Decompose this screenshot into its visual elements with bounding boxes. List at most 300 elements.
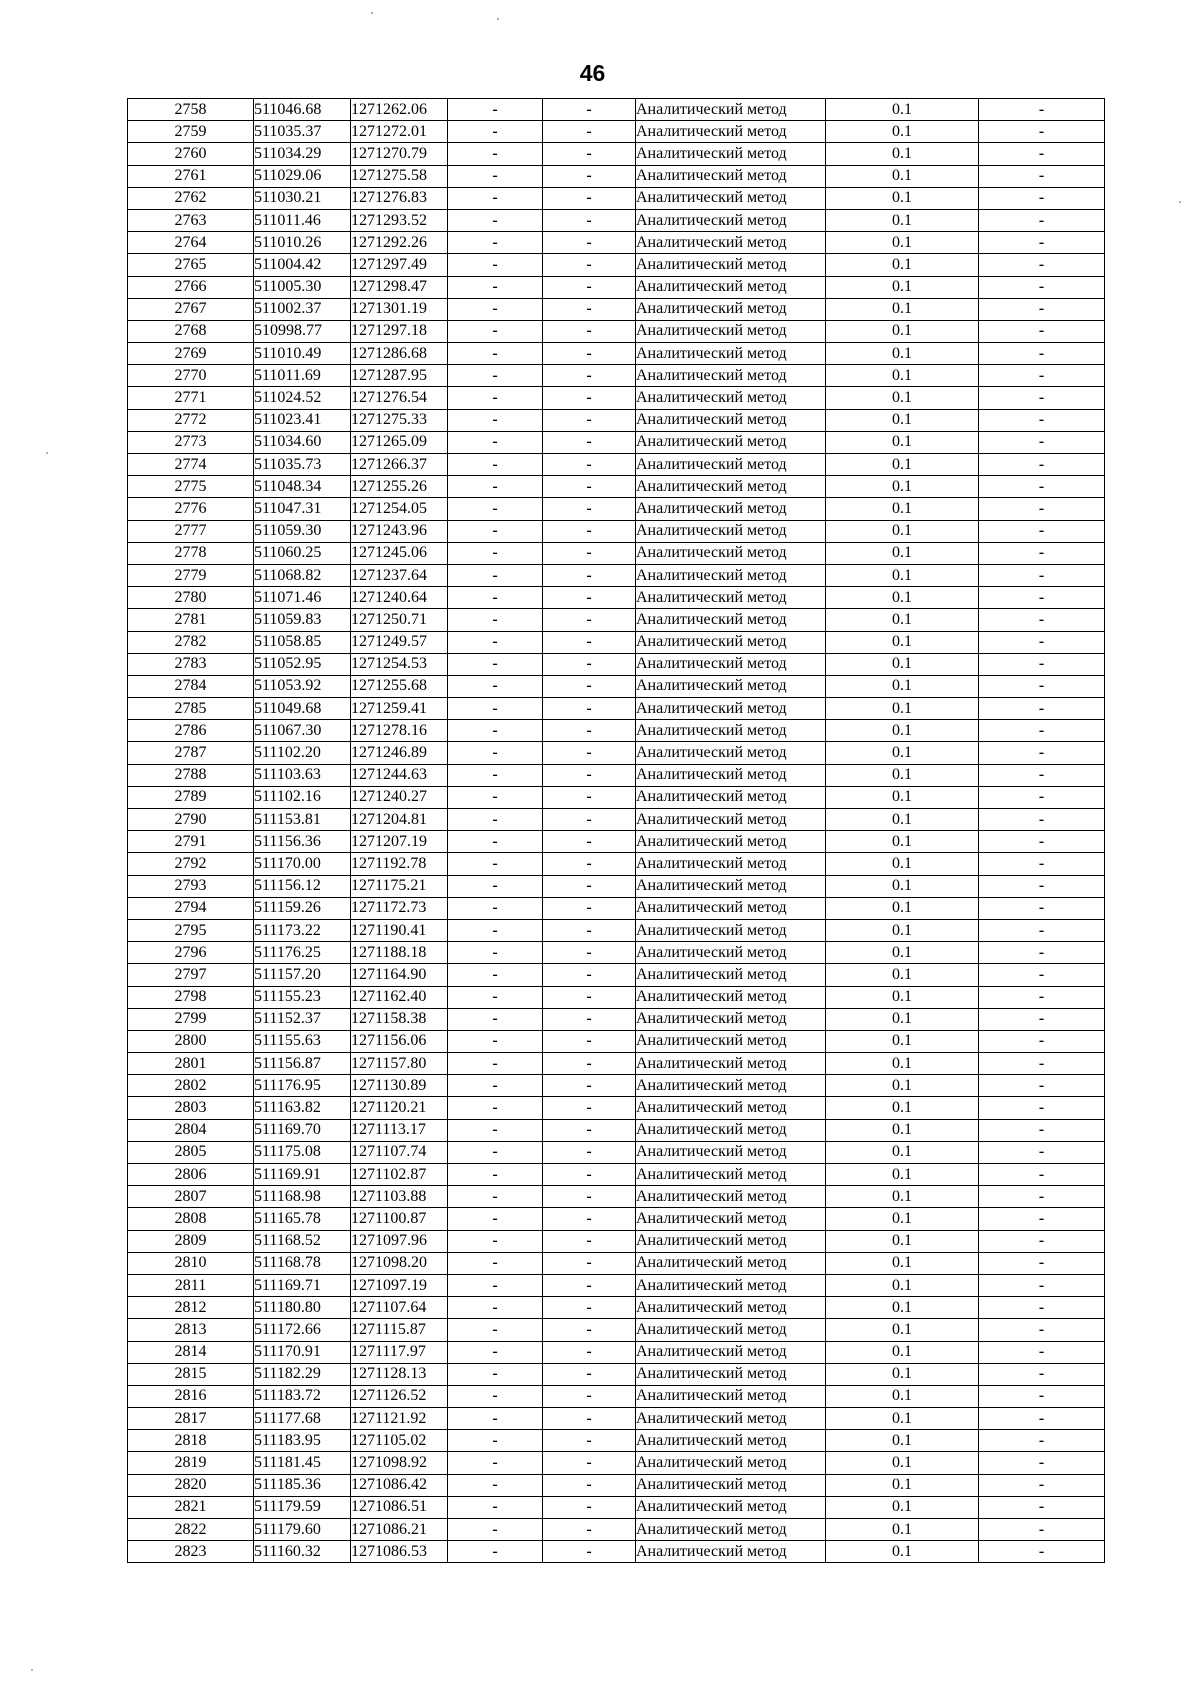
point-number-cell: 2816 [128,1385,254,1407]
table-row [128,1208,1105,1230]
y-coordinate-cell: 1271192.78 [351,853,448,875]
point-number-cell: 2758 [128,99,254,121]
dash-cell: - [543,587,636,609]
dash-cell: - [979,698,1105,720]
point-number-cell: 2781 [128,609,254,631]
point-number-cell: 2783 [128,653,254,675]
method-cell: Аналитический метод [636,320,826,342]
accuracy-cell: 0.1 [826,1075,979,1097]
x-coordinate-cell: 511046.68 [254,99,351,121]
dash-cell: - [543,698,636,720]
dash-cell: - [543,1164,636,1186]
table-row [128,1274,1105,1296]
dash-cell: - [448,1363,543,1385]
y-coordinate-cell: 1271086.53 [351,1541,448,1563]
table-row [128,542,1105,564]
point-number-cell: 2785 [128,698,254,720]
dash-cell: - [979,853,1105,875]
dash-cell: - [448,675,543,697]
method-cell: Аналитический метод [636,542,826,564]
x-coordinate-cell: 511170.91 [254,1341,351,1363]
accuracy-cell: 0.1 [826,897,979,919]
accuracy-cell: 0.1 [826,653,979,675]
dash-cell: - [543,232,636,254]
dash-cell: - [979,209,1105,231]
dash-cell: - [979,986,1105,1008]
method-cell: Аналитический метод [636,1474,826,1496]
dash-cell: - [448,165,543,187]
dash-cell: - [543,520,636,542]
dash-cell: - [543,720,636,742]
dash-cell: - [979,875,1105,897]
dash-cell: - [448,1519,543,1541]
y-coordinate-cell: 1271298.47 [351,276,448,298]
dash-cell: - [979,320,1105,342]
accuracy-cell: 0.1 [826,320,979,342]
dash-cell: - [543,1496,636,1518]
y-coordinate-cell: 1271098.20 [351,1252,448,1274]
x-coordinate-cell: 511168.52 [254,1230,351,1252]
dash-cell: - [448,1341,543,1363]
x-coordinate-cell: 511185.36 [254,1474,351,1496]
accuracy-cell: 0.1 [826,1319,979,1341]
dash-cell: - [543,609,636,631]
dash-cell: - [979,1008,1105,1030]
point-number-cell: 2767 [128,298,254,320]
dash-cell: - [543,1474,636,1496]
method-cell: Аналитический метод [636,99,826,121]
accuracy-cell: 0.1 [826,564,979,586]
x-coordinate-cell: 511004.42 [254,254,351,276]
dash-cell: - [448,99,543,121]
accuracy-cell: 0.1 [826,942,979,964]
x-coordinate-cell: 511067.30 [254,720,351,742]
dash-cell: - [448,653,543,675]
point-number-cell: 2761 [128,165,254,187]
table-row [128,1097,1105,1119]
accuracy-cell: 0.1 [826,454,979,476]
method-cell: Аналитический метод [636,1141,826,1163]
point-number-cell: 2821 [128,1496,254,1518]
point-number-cell: 2812 [128,1297,254,1319]
dash-cell: - [543,1141,636,1163]
dash-cell: - [448,143,543,165]
dash-cell: - [979,1274,1105,1296]
accuracy-cell: 0.1 [826,809,979,831]
accuracy-cell: 0.1 [826,1363,979,1385]
method-cell: Аналитический метод [636,498,826,520]
table-row [128,99,1105,121]
dash-cell: - [448,1164,543,1186]
dash-cell: - [979,121,1105,143]
method-cell: Аналитический метод [636,387,826,409]
dash-cell: - [543,1408,636,1430]
dash-cell: - [979,1186,1105,1208]
accuracy-cell: 0.1 [826,1230,979,1252]
dash-cell: - [543,875,636,897]
table-row [128,409,1105,431]
dash-cell: - [543,897,636,919]
accuracy-cell: 0.1 [826,1430,979,1452]
y-coordinate-cell: 1271086.21 [351,1519,448,1541]
accuracy-cell: 0.1 [826,498,979,520]
dash-cell: - [448,1430,543,1452]
point-number-cell: 2791 [128,831,254,853]
method-cell: Аналитический метод [636,831,826,853]
dash-cell: - [448,1030,543,1052]
table-row [128,609,1105,631]
accuracy-cell: 0.1 [826,853,979,875]
dash-cell: - [448,1208,543,1230]
accuracy-cell: 0.1 [826,786,979,808]
dash-cell: - [543,343,636,365]
table-row [128,143,1105,165]
dash-cell: - [448,1297,543,1319]
dash-cell: - [448,209,543,231]
table-body [128,99,1105,1563]
dash-cell: - [979,587,1105,609]
method-cell: Аналитический метод [636,675,826,697]
point-number-cell: 2798 [128,986,254,1008]
x-coordinate-cell: 511179.59 [254,1496,351,1518]
accuracy-cell: 0.1 [826,1141,979,1163]
table-row [128,1119,1105,1141]
x-coordinate-cell: 511102.20 [254,742,351,764]
accuracy-cell: 0.1 [826,764,979,786]
method-cell: Аналитический метод [636,897,826,919]
method-cell: Аналитический метод [636,1297,826,1319]
table-row [128,1496,1105,1518]
dash-cell: - [448,1230,543,1252]
dash-cell: - [979,564,1105,586]
table-row [128,1363,1105,1385]
point-number-cell: 2811 [128,1274,254,1296]
method-cell: Аналитический метод [636,1496,826,1518]
dash-cell: - [543,764,636,786]
accuracy-cell: 0.1 [826,1186,979,1208]
table-row [128,853,1105,875]
x-coordinate-cell: 511181.45 [254,1452,351,1474]
table-row [128,631,1105,653]
x-coordinate-cell: 511169.71 [254,1274,351,1296]
x-coordinate-cell: 511168.78 [254,1252,351,1274]
dash-cell: - [979,1119,1105,1141]
dash-cell: - [448,1008,543,1030]
accuracy-cell: 0.1 [826,542,979,564]
dash-cell: - [543,1008,636,1030]
dash-cell: - [448,853,543,875]
dash-cell: - [543,942,636,964]
x-coordinate-cell: 511177.68 [254,1408,351,1430]
accuracy-cell: 0.1 [826,1030,979,1052]
table-row [128,942,1105,964]
accuracy-cell: 0.1 [826,1097,979,1119]
dash-cell: - [979,1230,1105,1252]
table-row [128,1541,1105,1563]
method-cell: Аналитический метод [636,986,826,1008]
dash-cell: - [979,454,1105,476]
method-cell: Аналитический метод [636,564,826,586]
dash-cell: - [448,564,543,586]
x-coordinate-cell: 511068.82 [254,564,351,586]
accuracy-cell: 0.1 [826,365,979,387]
dash-cell: - [448,986,543,1008]
dash-cell: - [543,1274,636,1296]
y-coordinate-cell: 1271158.38 [351,1008,448,1030]
table-row [128,254,1105,276]
dash-cell: - [979,1075,1105,1097]
method-cell: Аналитический метод [636,1164,826,1186]
point-number-cell: 2775 [128,476,254,498]
dash-cell: - [448,476,543,498]
point-number-cell: 2806 [128,1164,254,1186]
dash-cell: - [979,942,1105,964]
x-coordinate-cell: 511170.00 [254,853,351,875]
coordinates-table [127,98,1105,1563]
dash-cell: - [979,254,1105,276]
method-cell: Аналитический метод [636,587,826,609]
method-cell: Аналитический метод [636,698,826,720]
point-number-cell: 2823 [128,1541,254,1563]
y-coordinate-cell: 1271100.87 [351,1208,448,1230]
dash-cell: - [979,1030,1105,1052]
method-cell: Аналитический метод [636,1252,826,1274]
x-coordinate-cell: 511052.95 [254,653,351,675]
dash-cell: - [543,564,636,586]
dash-cell: - [979,742,1105,764]
method-cell: Аналитический метод [636,609,826,631]
dash-cell: - [448,1186,543,1208]
dash-cell: - [979,720,1105,742]
table-row [128,298,1105,320]
dash-cell: - [979,653,1105,675]
dash-cell: - [979,1297,1105,1319]
x-coordinate-cell: 511156.87 [254,1053,351,1075]
dash-cell: - [448,897,543,919]
y-coordinate-cell: 1271287.95 [351,365,448,387]
point-number-cell: 2809 [128,1230,254,1252]
x-coordinate-cell: 511049.68 [254,698,351,720]
point-number-cell: 2801 [128,1053,254,1075]
accuracy-cell: 0.1 [826,1252,979,1274]
table-row [128,232,1105,254]
y-coordinate-cell: 1271286.68 [351,343,448,365]
accuracy-cell: 0.1 [826,343,979,365]
dash-cell: - [979,387,1105,409]
dash-cell: - [448,720,543,742]
x-coordinate-cell: 511182.29 [254,1363,351,1385]
accuracy-cell: 0.1 [826,209,979,231]
y-coordinate-cell: 1271190.41 [351,919,448,941]
method-cell: Аналитический метод [636,165,826,187]
dash-cell: - [543,986,636,1008]
method-cell: Аналитический метод [636,1053,826,1075]
dash-cell: - [448,520,543,542]
x-coordinate-cell: 511002.37 [254,298,351,320]
dash-cell: - [979,1385,1105,1407]
point-number-cell: 2768 [128,320,254,342]
table-row [128,698,1105,720]
accuracy-cell: 0.1 [826,1496,979,1518]
method-cell: Аналитический метод [636,653,826,675]
y-coordinate-cell: 1271240.64 [351,587,448,609]
x-coordinate-cell: 511010.49 [254,343,351,365]
point-number-cell: 2778 [128,542,254,564]
point-number-cell: 2787 [128,742,254,764]
dash-cell: - [448,1452,543,1474]
accuracy-cell: 0.1 [826,121,979,143]
dash-cell: - [979,409,1105,431]
dash-cell: - [979,276,1105,298]
table-row [128,742,1105,764]
point-number-cell: 2818 [128,1430,254,1452]
point-number-cell: 2759 [128,121,254,143]
dash-cell: - [543,1119,636,1141]
dash-cell: - [979,143,1105,165]
y-coordinate-cell: 1271086.42 [351,1474,448,1496]
dash-cell: - [979,1363,1105,1385]
x-coordinate-cell: 511156.36 [254,831,351,853]
point-number-cell: 2784 [128,675,254,697]
table-row [128,587,1105,609]
method-cell: Аналитический метод [636,1008,826,1030]
table-row [128,1252,1105,1274]
x-coordinate-cell: 511155.23 [254,986,351,1008]
accuracy-cell: 0.1 [826,720,979,742]
dash-cell: - [979,431,1105,453]
point-number-cell: 2777 [128,520,254,542]
point-number-cell: 2820 [128,1474,254,1496]
dash-cell: - [979,99,1105,121]
x-coordinate-cell: 510998.77 [254,320,351,342]
table-row [128,919,1105,941]
x-coordinate-cell: 511103.63 [254,764,351,786]
accuracy-cell: 0.1 [826,1274,979,1296]
accuracy-cell: 0.1 [826,831,979,853]
point-number-cell: 2763 [128,209,254,231]
dash-cell: - [543,1297,636,1319]
dash-cell: - [448,587,543,609]
dash-cell: - [543,1097,636,1119]
accuracy-cell: 0.1 [826,520,979,542]
y-coordinate-cell: 1271250.71 [351,609,448,631]
dash-cell: - [979,1164,1105,1186]
accuracy-cell: 0.1 [826,409,979,431]
accuracy-cell: 0.1 [826,1053,979,1075]
method-cell: Аналитический метод [636,254,826,276]
dash-cell: - [543,498,636,520]
dash-cell: - [979,831,1105,853]
y-coordinate-cell: 1271105.02 [351,1430,448,1452]
table-row [128,1230,1105,1252]
y-coordinate-cell: 1271292.26 [351,232,448,254]
accuracy-cell: 0.1 [826,1541,979,1563]
table-row [128,720,1105,742]
table-row [128,1430,1105,1452]
dash-cell: - [448,919,543,941]
point-number-cell: 2799 [128,1008,254,1030]
dash-cell: - [448,121,543,143]
y-coordinate-cell: 1271097.96 [351,1230,448,1252]
dash-cell: - [543,431,636,453]
y-coordinate-cell: 1271107.64 [351,1297,448,1319]
table-row [128,653,1105,675]
point-number-cell: 2814 [128,1341,254,1363]
accuracy-cell: 0.1 [826,919,979,941]
table-row [128,498,1105,520]
method-cell: Аналитический метод [636,1119,826,1141]
dash-cell: - [543,1519,636,1541]
table-row [128,520,1105,542]
method-cell: Аналитический метод [636,1452,826,1474]
dash-cell: - [979,675,1105,697]
dash-cell: - [448,365,543,387]
accuracy-cell: 0.1 [826,1385,979,1407]
dash-cell: - [543,121,636,143]
y-coordinate-cell: 1271172.73 [351,897,448,919]
scan-speck [31,1669,33,1671]
y-coordinate-cell: 1271276.83 [351,187,448,209]
x-coordinate-cell: 511059.30 [254,520,351,542]
dash-cell: - [979,897,1105,919]
point-number-cell: 2802 [128,1075,254,1097]
x-coordinate-cell: 511168.98 [254,1186,351,1208]
y-coordinate-cell: 1271113.17 [351,1119,448,1141]
x-coordinate-cell: 511165.78 [254,1208,351,1230]
method-cell: Аналитический метод [636,1274,826,1296]
method-cell: Аналитический метод [636,942,826,964]
dash-cell: - [543,786,636,808]
table-row [128,454,1105,476]
table-row [128,1053,1105,1075]
dash-cell: - [448,276,543,298]
x-coordinate-cell: 511102.16 [254,786,351,808]
dash-cell: - [543,675,636,697]
table-row [128,875,1105,897]
method-cell: Аналитический метод [636,1363,826,1385]
point-number-cell: 2766 [128,276,254,298]
dash-cell: - [543,1385,636,1407]
method-cell: Аналитический метод [636,121,826,143]
dash-cell: - [979,1430,1105,1452]
dash-cell: - [543,320,636,342]
point-number-cell: 2770 [128,365,254,387]
accuracy-cell: 0.1 [826,476,979,498]
x-coordinate-cell: 511071.46 [254,587,351,609]
dash-cell: - [543,1341,636,1363]
point-number-cell: 2794 [128,897,254,919]
table-row [128,986,1105,1008]
dash-cell: - [979,1541,1105,1563]
table-row [128,276,1105,298]
point-number-cell: 2788 [128,764,254,786]
dash-cell: - [448,1496,543,1518]
x-coordinate-cell: 511173.22 [254,919,351,941]
x-coordinate-cell: 511011.46 [254,209,351,231]
dash-cell: - [979,919,1105,941]
method-cell: Аналитический метод [636,365,826,387]
dash-cell: - [979,498,1105,520]
table-row [128,387,1105,409]
table-row [128,1341,1105,1363]
point-number-cell: 2776 [128,498,254,520]
dash-cell: - [448,320,543,342]
dash-cell: - [979,809,1105,831]
dash-cell: - [448,431,543,453]
y-coordinate-cell: 1271098.92 [351,1452,448,1474]
method-cell: Аналитический метод [636,454,826,476]
dash-cell: - [448,187,543,209]
